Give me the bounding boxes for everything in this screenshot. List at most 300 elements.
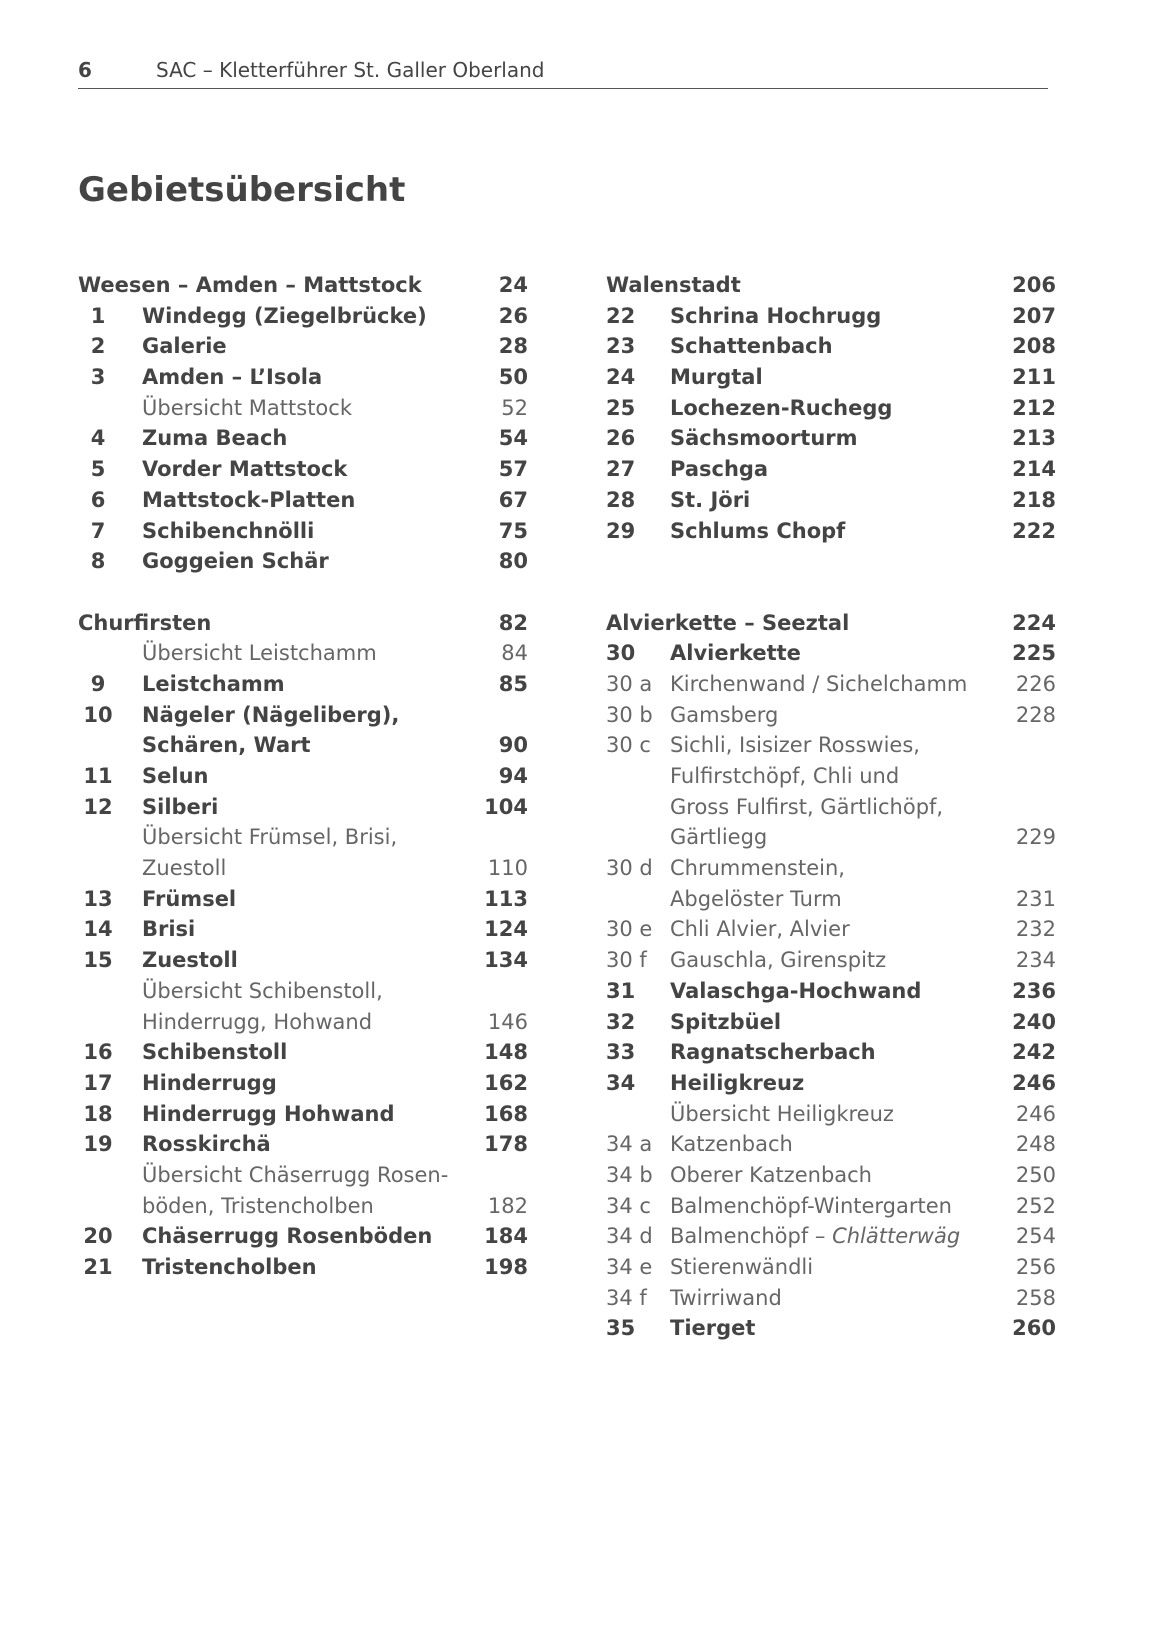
entry-title	[142, 1160, 448, 1191]
entry-number: 34 f	[606, 1285, 647, 1310]
entry-title	[142, 1191, 374, 1222]
running-title: SAC – Kletterführer St. Galler Oberland	[156, 58, 545, 82]
entry-number: 8	[90, 549, 106, 574]
entry-title	[670, 822, 767, 853]
entry-title	[142, 976, 383, 1007]
entry-title	[670, 423, 858, 454]
entry-page: 211	[1012, 365, 1056, 390]
entry-title-text: Murgtal	[670, 365, 763, 390]
entry-number: 17	[83, 1070, 113, 1095]
entry-number: 13	[83, 886, 113, 911]
toc-entry	[78, 454, 528, 485]
toc-entry	[78, 669, 528, 700]
entry-title	[670, 516, 845, 547]
entry-title	[670, 331, 833, 362]
entry-number: 30 f	[606, 948, 647, 973]
entry-number: 4	[90, 426, 106, 451]
entry-title-text: Balmenchöpf-Wintergarten	[670, 1193, 952, 1218]
entry-title-text: Sichli, Isisizer Rosswies,	[670, 733, 920, 758]
entry-page: 246	[1012, 1070, 1056, 1095]
entry-title	[142, 1221, 432, 1252]
entry-title-text: Frümsel	[142, 886, 237, 911]
entry-page: 113	[484, 886, 528, 911]
toc-entry	[606, 853, 1056, 884]
entry-title-text: Schrina Hochrugg	[670, 303, 882, 328]
entry-page: 240	[1012, 1009, 1056, 1034]
entry-title	[142, 730, 311, 761]
toc-entry	[78, 853, 528, 884]
entry-title-text: Goggeien Schär	[142, 549, 329, 574]
entry-page: 110	[487, 856, 528, 881]
entry-page: 84	[501, 641, 528, 666]
toc-entry	[606, 792, 1056, 823]
entry-page: 207	[1012, 303, 1056, 328]
entry-title	[142, 700, 399, 731]
entry-title-text: Leistchamm	[142, 671, 285, 696]
toc-entry	[606, 976, 1056, 1007]
page-number: 6	[78, 58, 92, 82]
entry-title	[142, 362, 322, 393]
spacer	[606, 577, 1056, 608]
toc-entry	[606, 822, 1056, 853]
toc-entry	[78, 976, 528, 1007]
entry-title-text: Alvierkette	[670, 641, 801, 666]
toc-entry	[78, 516, 528, 547]
entry-title-text: Schären, Wart	[142, 733, 311, 758]
entry-number: 34 b	[606, 1162, 653, 1187]
toc-entry	[606, 301, 1056, 332]
entry-number: 21	[83, 1255, 113, 1279]
entry-title	[142, 393, 352, 424]
entry-page: 232	[1015, 917, 1056, 942]
entry-page: 252	[1015, 1193, 1056, 1218]
entry-title	[670, 884, 842, 915]
entry-page: 28	[498, 334, 528, 359]
entry-page: 148	[484, 1040, 528, 1065]
entry-title	[670, 730, 920, 761]
entry-number: 14	[83, 917, 113, 942]
toc-entry	[606, 1068, 1056, 1099]
entry-title	[142, 822, 397, 853]
entry-page: 124	[484, 917, 528, 942]
entry-title-text: Alvierkette – Seeztal	[606, 610, 850, 635]
page-header	[78, 58, 1048, 89]
entry-title-text: Chli Alvier, Alvier	[670, 917, 850, 942]
entry-page: 224	[1012, 610, 1056, 635]
entry-title-text: Schibenchnölli	[142, 518, 315, 543]
entry-page: 75	[498, 518, 528, 543]
toc-entry	[606, 362, 1056, 393]
toc-entry	[78, 1252, 528, 1283]
entry-title	[670, 362, 763, 393]
entry-title	[670, 1007, 781, 1038]
entry-page: 162	[484, 1070, 528, 1095]
toc-entry	[78, 792, 528, 823]
toc-entry	[78, 1099, 528, 1130]
entry-page: 104	[484, 794, 528, 819]
entry-title-text: Walenstadt	[606, 273, 741, 297]
entry-page: 168	[484, 1101, 528, 1126]
entry-page: 184	[484, 1224, 528, 1249]
toc-entry	[606, 1191, 1056, 1222]
entry-number: 35	[606, 1316, 636, 1341]
toc-entry	[78, 700, 528, 731]
entry-title	[670, 485, 750, 516]
entry-page: 212	[1012, 395, 1056, 420]
entry-number: 34 e	[606, 1255, 653, 1279]
entry-title	[142, 884, 236, 915]
page-title: Gebietsübersicht	[78, 170, 406, 210]
entry-number: 28	[606, 487, 636, 512]
entry-title-text: Schattenbach	[670, 334, 833, 359]
entry-number: 5	[90, 457, 106, 482]
entry-title-text: Übersicht Frümsel, Brisi,	[142, 825, 398, 850]
entry-title	[142, 1129, 271, 1160]
entry-title-text: Übersicht Leistchamm	[142, 641, 377, 666]
entry-title-text: Silberi	[142, 794, 219, 819]
entry-title-text: Windegg (Ziegelbrücke)	[142, 303, 427, 328]
entry-page: 229	[1015, 825, 1056, 850]
entry-number: 23	[606, 334, 636, 359]
entry-title-text: Zuma Beach	[142, 426, 288, 451]
entry-page: 146	[487, 1009, 528, 1034]
entry-number: 7	[90, 518, 106, 543]
toc-entry	[606, 393, 1056, 424]
entry-page: 228	[1015, 702, 1056, 727]
entry-page: 246	[1015, 1101, 1056, 1126]
entry-number: 16	[83, 1040, 113, 1065]
entry-number: 25	[606, 395, 636, 420]
entry-page: 225	[1012, 641, 1056, 666]
entry-title	[670, 638, 801, 669]
entry-title	[142, 761, 208, 792]
toc-entry	[606, 669, 1056, 700]
toc-entry	[606, 884, 1056, 915]
entry-title-text: Lochezen-Ruchegg	[670, 395, 893, 420]
toc-entry	[78, 1007, 528, 1038]
toc-entry	[78, 761, 528, 792]
entry-title-text: Valaschga-Hochwand	[670, 978, 922, 1003]
entry-page: 226	[1015, 671, 1056, 696]
entry-title	[670, 1129, 793, 1160]
entry-title	[670, 761, 899, 792]
entry-number: 33	[606, 1040, 636, 1065]
entry-title	[670, 945, 886, 976]
toc-entry	[78, 546, 528, 577]
entry-title-text: Schibenstoll	[142, 1040, 288, 1065]
entry-title	[142, 1068, 277, 1099]
entry-page: 24	[498, 273, 528, 297]
toc-entry	[78, 1068, 528, 1099]
entry-title	[670, 1221, 960, 1252]
entry-title-text: Zuestoll	[142, 856, 227, 881]
entry-number: 30 a	[606, 671, 653, 696]
entry-page: 234	[1015, 948, 1056, 973]
entry-title-text: Ragnatscherbach	[670, 1040, 876, 1065]
entry-title-text: Selun	[142, 764, 209, 788]
entry-title	[606, 608, 849, 639]
entry-title-text: Balmenchöpf –	[670, 1224, 833, 1249]
toc-entry	[78, 1129, 528, 1160]
toc-entry	[606, 1221, 1056, 1252]
toc-entry	[606, 1007, 1056, 1038]
entry-number: 30	[606, 641, 636, 666]
entry-title-text: Übersicht Schibenstoll,	[142, 978, 383, 1003]
toc-entry	[606, 1283, 1056, 1314]
entry-number: 29	[606, 518, 636, 543]
toc-entry	[606, 638, 1056, 669]
entry-number: 31	[606, 978, 636, 1003]
entry-title	[670, 1099, 894, 1130]
entry-page: 85	[498, 671, 528, 696]
spacer	[78, 577, 528, 608]
entry-title	[142, 485, 355, 516]
entry-title	[142, 546, 329, 577]
entry-title-text: Übersicht Heiligkreuz	[670, 1101, 894, 1126]
entry-page: 222	[1012, 518, 1056, 543]
entry-page: 260	[1012, 1316, 1056, 1341]
entry-page: 26	[498, 303, 528, 328]
toc-entry	[78, 1191, 528, 1222]
toc-entry	[78, 1221, 528, 1252]
toc-entry	[78, 914, 528, 945]
entry-page: 218	[1012, 487, 1056, 512]
toc-entry	[606, 454, 1056, 485]
entry-number: 24	[606, 365, 636, 390]
entry-title	[670, 976, 921, 1007]
entry-page: 82	[498, 610, 528, 635]
entry-number: 1	[90, 303, 106, 328]
entry-title	[670, 393, 892, 424]
toc-entry	[78, 1037, 528, 1068]
entry-number: 32	[606, 1009, 636, 1034]
toc-entry	[78, 945, 528, 976]
toc-entry	[606, 1037, 1056, 1068]
entry-title-text: Chrummenstein,	[670, 856, 845, 881]
entry-number: 34 d	[606, 1224, 653, 1249]
toc-entry	[78, 638, 528, 669]
toc-entry	[78, 730, 528, 761]
entry-title	[670, 669, 967, 700]
entry-title	[670, 1160, 872, 1191]
entry-title-text: Sächsmoorturm	[670, 426, 858, 451]
entry-page: 248	[1015, 1132, 1056, 1157]
entry-page: 254	[1015, 1224, 1056, 1249]
entry-page: 258	[1015, 1285, 1056, 1310]
entry-page: 231	[1015, 886, 1056, 911]
entry-number: 2	[90, 334, 106, 359]
entry-page: 178	[484, 1132, 528, 1157]
entry-number: 19	[83, 1132, 113, 1157]
toc-entry	[606, 516, 1056, 547]
toc-entry	[78, 331, 528, 362]
entry-title-text: Gärtliegg	[670, 825, 768, 850]
toc-section-heading	[606, 608, 1056, 639]
entry-number: 30 c	[606, 733, 651, 758]
entry-page: 90	[498, 733, 528, 758]
entry-title	[670, 1037, 876, 1068]
entry-title	[670, 301, 881, 332]
toc-entry	[606, 1313, 1056, 1344]
entry-title-text: Übersicht Mattstock	[142, 395, 352, 420]
entry-title	[142, 454, 347, 485]
entry-number: 3	[90, 365, 106, 390]
entry-number: 9	[90, 671, 106, 696]
entry-title-text: Vorder Mattstock	[142, 457, 348, 482]
entry-title	[606, 270, 741, 301]
entry-page: 213	[1012, 426, 1056, 451]
entry-title-text: Spitzbüel	[670, 1009, 782, 1034]
entry-number: 10	[83, 702, 113, 727]
toc-entry	[78, 301, 528, 332]
entry-title	[142, 1252, 317, 1283]
toc-entry	[78, 362, 528, 393]
entry-title-text: Hinderrugg	[142, 1070, 277, 1095]
entry-title-text: Paschga	[670, 457, 769, 482]
entry-page: 236	[1012, 978, 1056, 1003]
entry-title-text: Nägeler (Nägeliberg),	[142, 702, 400, 727]
entry-page: 94	[498, 764, 528, 788]
entry-title	[670, 1313, 755, 1344]
toc-entry	[606, 730, 1056, 761]
entry-title-text: böden, Tristencholben	[142, 1193, 374, 1218]
entry-title	[670, 1252, 813, 1283]
entry-title-text: Oberer Katzenbach	[670, 1162, 872, 1187]
entry-page: 57	[498, 457, 528, 482]
entry-title	[670, 1283, 782, 1314]
entry-page: 54	[498, 426, 528, 451]
entry-title	[670, 1068, 804, 1099]
entry-title	[142, 669, 285, 700]
toc-entry	[606, 1129, 1056, 1160]
entry-title-text: Rosskirchä	[142, 1132, 271, 1157]
entry-title-text: Hinderrugg Hohwand	[142, 1101, 395, 1126]
entry-title-text: Zuestoll	[142, 948, 238, 973]
entry-number: 30 d	[606, 856, 653, 881]
entry-page: 134	[484, 948, 528, 973]
toc-entry	[606, 761, 1056, 792]
entry-title	[142, 331, 227, 362]
entry-title	[142, 1037, 287, 1068]
entry-page: 206	[1012, 273, 1056, 297]
toc-entry	[606, 331, 1056, 362]
entry-title-text: Gauschla, Girenspitz	[670, 948, 887, 973]
entry-title	[142, 853, 226, 884]
entry-title-text: Übersicht Chäserrugg Rosen-	[142, 1162, 449, 1187]
entry-number: 20	[83, 1224, 113, 1249]
entry-page: 214	[1012, 457, 1056, 482]
entry-title-text: Galerie	[142, 334, 227, 359]
entry-title	[142, 1007, 372, 1038]
toc-column-left	[78, 270, 528, 1283]
entry-title	[142, 516, 314, 547]
toc-entry	[78, 423, 528, 454]
entry-title-text: Churfirsten	[78, 610, 212, 635]
entry-title	[78, 608, 211, 639]
entry-number: 34	[606, 1070, 636, 1095]
toc-entry	[606, 945, 1056, 976]
entry-title	[670, 792, 943, 823]
entry-page: 256	[1015, 1255, 1056, 1279]
entry-title-text: Fulfirstchöpf, Chli und	[670, 764, 900, 788]
entry-page: 250	[1015, 1162, 1056, 1187]
entry-number: 30 b	[606, 702, 653, 727]
toc-section-heading	[78, 608, 528, 639]
entry-title	[670, 700, 778, 731]
spacer	[606, 546, 1056, 577]
entry-title	[142, 638, 377, 669]
toc-entry	[606, 423, 1056, 454]
entry-title-text: Twirriwand	[670, 1285, 782, 1310]
entry-title-text: Gross Fulfirst, Gärtlichöpf,	[670, 794, 944, 819]
toc-entry	[78, 822, 528, 853]
entry-title	[142, 423, 287, 454]
entry-page: 242	[1012, 1040, 1056, 1065]
entry-title-text: Schlums Chopf	[670, 518, 846, 543]
entry-number: 12	[83, 794, 113, 819]
entry-number: 30 e	[606, 917, 653, 942]
entry-title-text: Katzenbach	[670, 1132, 793, 1157]
entry-title	[670, 454, 768, 485]
entry-title-text: Tierget	[670, 1316, 756, 1341]
entry-page: 67	[498, 487, 528, 512]
entry-title-italic: Chlätterwäg	[832, 1224, 961, 1249]
entry-title	[142, 792, 218, 823]
toc-section-heading	[78, 270, 528, 301]
toc-entry	[606, 914, 1056, 945]
entry-number: 18	[83, 1101, 113, 1126]
entry-title-text: Mattstock-Platten	[142, 487, 356, 512]
toc-entry	[606, 1160, 1056, 1191]
toc-column-right	[606, 270, 1056, 1344]
entry-title-text: Amden – L’Isola	[142, 365, 323, 390]
entry-title-text: St. Jöri	[670, 487, 751, 512]
entry-title-text: Weesen – Amden – Mattstock	[78, 273, 422, 297]
entry-title	[142, 1099, 395, 1130]
toc-section-heading	[606, 270, 1056, 301]
entry-title	[670, 1191, 952, 1222]
entry-page: 50	[498, 365, 528, 390]
entry-title	[142, 945, 238, 976]
entry-title-text: Gamsberg	[670, 702, 779, 727]
entry-number: 26	[606, 426, 636, 451]
toc-entry	[78, 485, 528, 516]
entry-title-text: Chäserrugg Rosenböden	[142, 1224, 433, 1249]
entry-title-text: Heiligkreuz	[670, 1070, 805, 1095]
entry-title	[78, 270, 422, 301]
entry-title-text: Hinderrugg, Hohwand	[142, 1009, 373, 1034]
entry-number: 22	[606, 303, 636, 328]
entry-number: 6	[90, 487, 106, 512]
toc-entry	[78, 884, 528, 915]
entry-page: 52	[501, 395, 528, 420]
entry-title-text: Brisi	[142, 917, 196, 942]
entry-title	[670, 853, 845, 884]
entry-title-text: Abgelöster Turm	[670, 886, 842, 911]
toc-entry	[606, 700, 1056, 731]
toc-entry	[606, 1099, 1056, 1130]
entry-title-text: Tristencholben	[142, 1255, 317, 1279]
entry-page: 80	[498, 549, 528, 574]
toc-entry	[78, 1160, 528, 1191]
entry-title-text: Stierenwändli	[670, 1255, 814, 1279]
entry-page: 208	[1012, 334, 1056, 359]
toc-entry	[606, 1252, 1056, 1283]
entry-number: 27	[606, 457, 636, 482]
entry-title	[142, 301, 427, 332]
entry-page: 182	[487, 1193, 528, 1218]
entry-title	[142, 914, 195, 945]
